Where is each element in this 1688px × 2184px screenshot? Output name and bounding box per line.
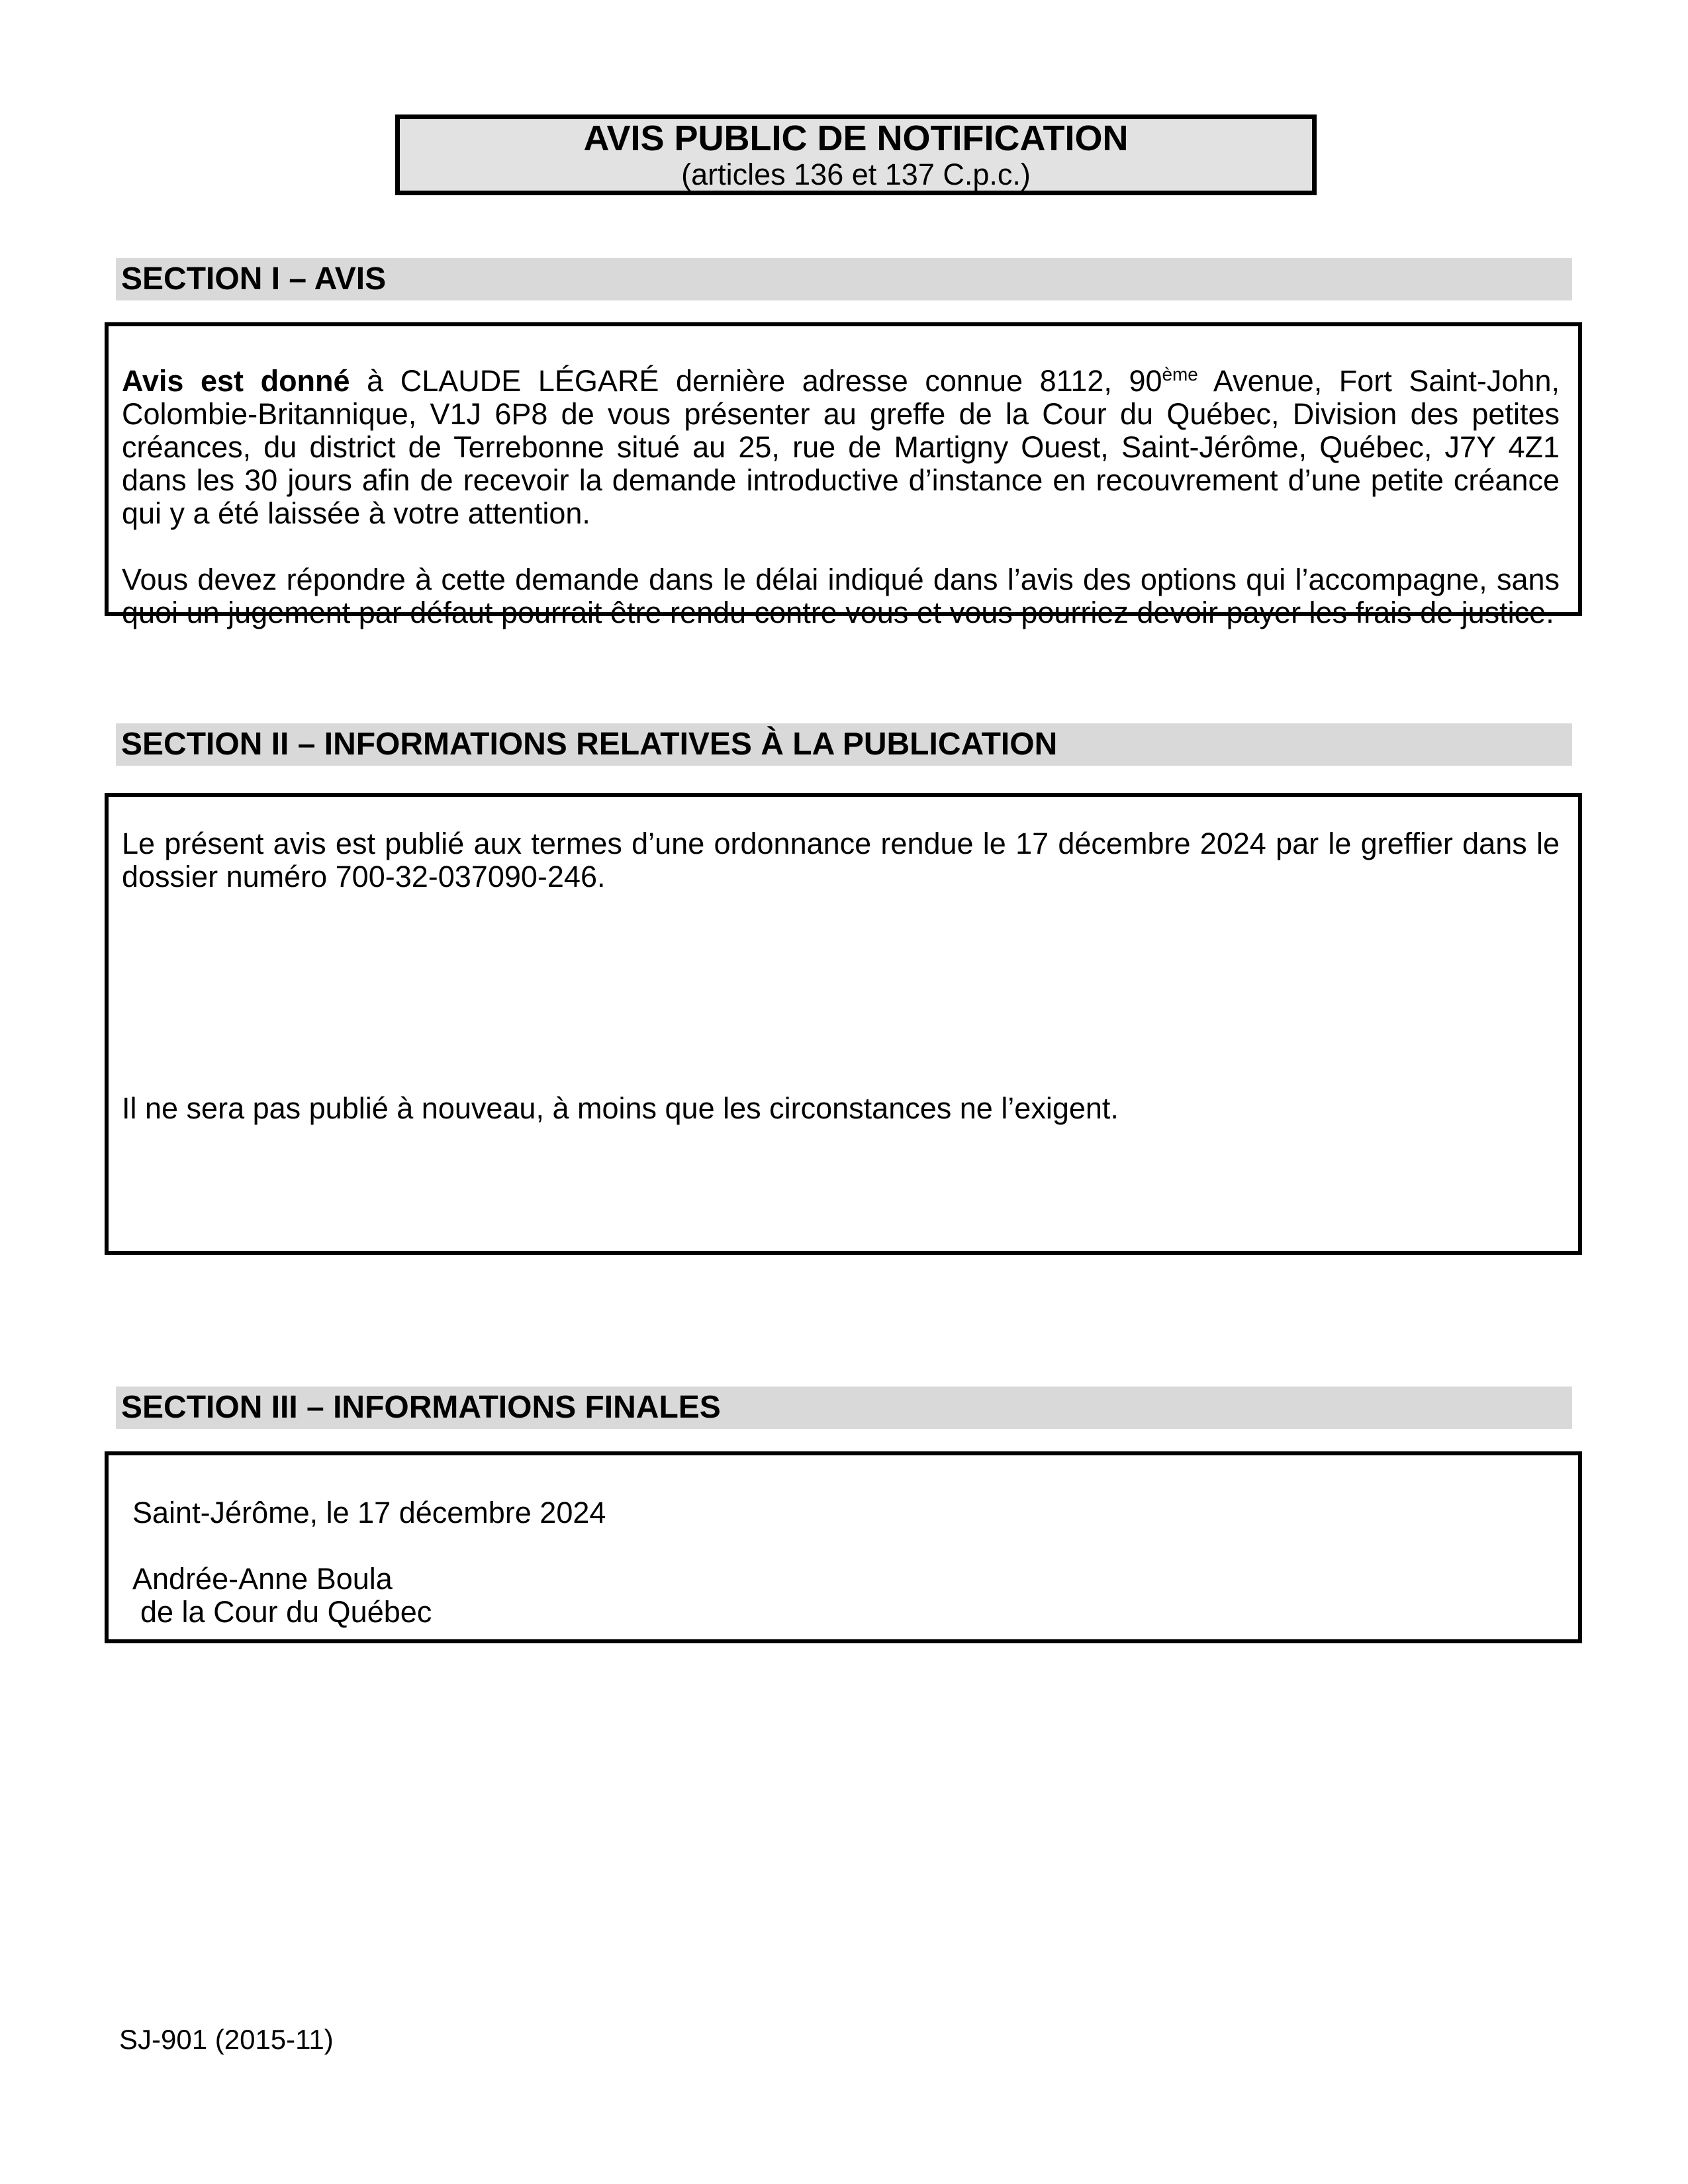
notice-paragraph	[122, 365, 1560, 530]
place-date-line: Saint-Jérôme, le 17 décembre 2024	[132, 1496, 606, 1529]
section1-box	[105, 322, 1582, 629]
title-box	[395, 114, 1317, 195]
section3-box	[105, 1451, 1582, 1643]
response-warning-paragraph: Vous devez répondre à cette demande dans le délai indiqué dans l’avis des options qui l’accompagne, sans quoi un jugement par défaut pourrait être rendu contre vous et vous pourriez devoir payer les frais de justice.	[122, 563, 1560, 629]
publication-order-paragraph: Le présent avis est publié aux termes d’une ordonnance rendue le 17 décembre 2024 par le greffier dans le dossier numéro 700-32-037090-246.	[122, 827, 1560, 893]
republication-paragraph: Il ne sera pas publié à nouveau, à moins que les circonstances ne l’exigent.	[122, 1091, 1119, 1125]
notice-text-part2: Avenue, Fort Saint-John, Colombie-Britannique, V1J 6P8 de vous présenter au greffe de la Cour du Québec, Division des petites créances, du district de Terrebonne situé au 25, rue de Martigny Ouest, Saint-Jérôme, Québec, J7Y 4Z1 dans les 30 jours afin de recevoir la demande introductive d’instance en recouvrement d’une petite créance qui y a été laissée à votre attention.	[122, 364, 1560, 530]
ordinal-superscript: ème	[1162, 364, 1198, 385]
notice-lead-bold: Avis est donné	[122, 364, 350, 398]
section2-heading: SECTION II – INFORMATIONS RELATIVES À LA PUBLICATION	[116, 723, 1572, 766]
signatory-title: de la Cour du Québec	[140, 1595, 432, 1629]
signatory-name: Andrée-Anne Boula	[132, 1562, 393, 1596]
form-number: SJ-901 (2015-11)	[119, 2024, 334, 2055]
section3-heading: SECTION III – INFORMATIONS FINALES	[116, 1387, 1572, 1429]
section1-heading: SECTION I – AVIS	[116, 258, 1572, 300]
notice-text-part1: à CLAUDE LÉGARÉ dernière adresse connue 8112, 90	[350, 364, 1162, 398]
section2-box	[105, 793, 1582, 1255]
document-subtitle: (articles 136 et 137 C.p.c.)	[681, 158, 1031, 191]
document-title: AVIS PUBLIC DE NOTIFICATION	[583, 118, 1129, 158]
